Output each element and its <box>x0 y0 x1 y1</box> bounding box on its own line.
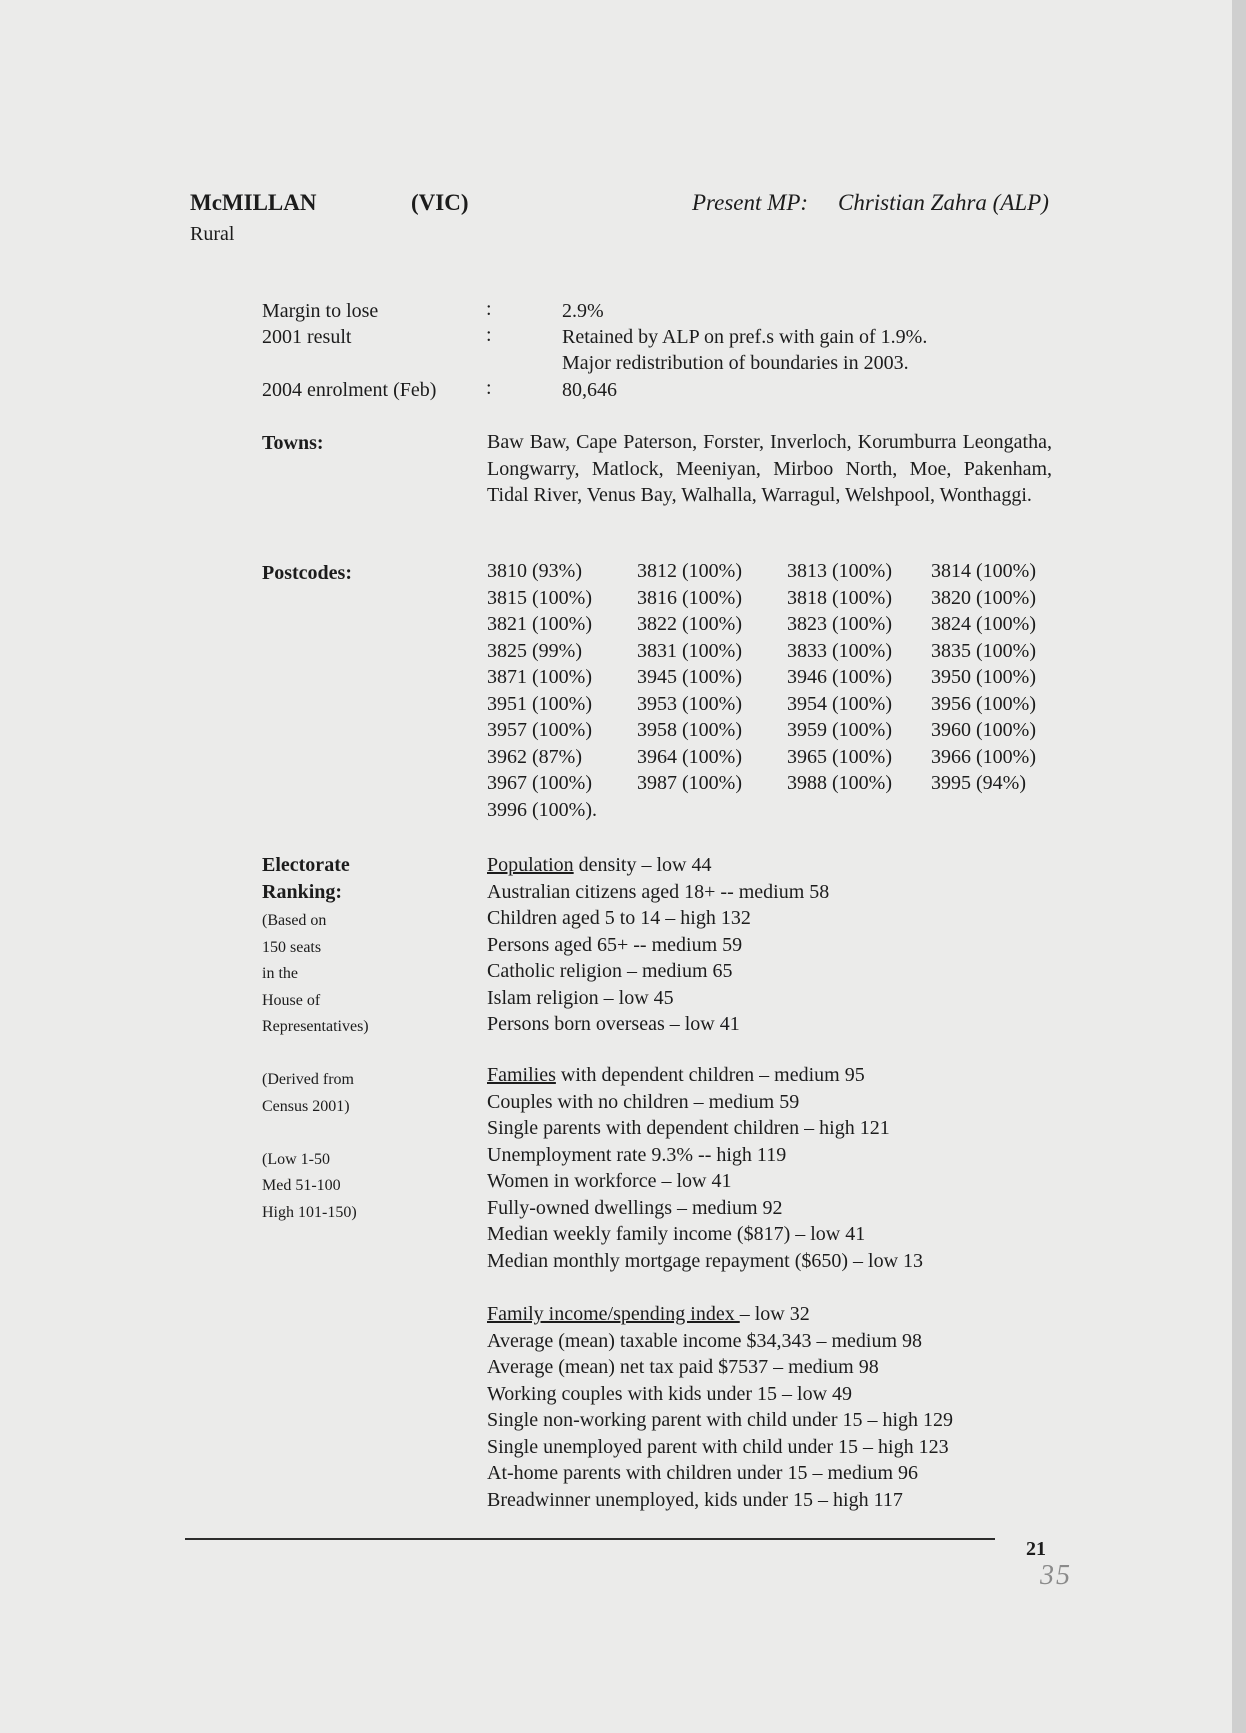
enrolment-value: 80,646 <box>562 379 617 401</box>
postcode-entry: 3958 (100%) <box>637 719 742 741</box>
ranking-item <box>487 1168 923 1195</box>
ranking-item <box>487 1062 923 1089</box>
result-label: 2001 result <box>262 326 352 348</box>
ranking-item <box>487 1354 953 1381</box>
postcode-entry: 3823 (100%) <box>787 613 892 635</box>
postcode-entry: 3956 (100%) <box>931 692 1036 715</box>
ranking-item <box>487 905 829 932</box>
postcode-entry: 3966 (100%) <box>931 745 1036 768</box>
ranking-note-line: (Low 1-50 <box>262 1150 330 1168</box>
postcode-entry: 3996 (100%). <box>487 798 597 821</box>
postcode-entry: 3824 (100%) <box>931 613 1036 635</box>
ranking-item <box>487 1328 953 1355</box>
postcode-entry: 3951 (100%) <box>487 692 592 715</box>
postcode-entry: 3960 (100%) <box>931 719 1036 741</box>
ranking-item <box>487 1195 923 1222</box>
state-code: (VIC) <box>411 190 469 215</box>
ranking-item-text: Persons aged 65+ -- medium 59 <box>487 933 743 956</box>
ranking-item-text: Breadwinner unemployed, kids under 15 – high 117 <box>487 1488 903 1511</box>
ranking-item-text: Single parents with dependent children – high 121 <box>487 1117 890 1139</box>
handwritten-page-number: 35 <box>1040 1560 1072 1591</box>
electorate-type: Rural <box>190 223 235 245</box>
ranking-item <box>487 1221 923 1248</box>
postcode-entry: 3946 (100%) <box>787 666 892 688</box>
ranking-note-line: Census 2001) <box>262 1097 350 1115</box>
ranking-item-text: – low 32 <box>739 1303 810 1325</box>
postcode-entry: 3816 (100%) <box>637 586 742 609</box>
postcode-entry: 3953 (100%) <box>637 692 742 715</box>
postcode-entry: 3950 (100%) <box>931 666 1036 688</box>
ranking-item-text: Catholic religion – medium 65 <box>487 960 733 982</box>
ranking-group-population <box>487 852 829 1038</box>
ranking-item-heading: Family income/spending index <box>487 1303 740 1325</box>
ranking-item-text: Unemployment rate 9.3% -- high 119 <box>487 1143 787 1166</box>
ranking-note-line: 150 seats <box>262 938 322 956</box>
ranking-item-text: Working couples with kids under 15 – low 49 <box>487 1382 853 1405</box>
result-colon: : <box>486 324 492 346</box>
postcode-entry: 3820 (100%) <box>931 586 1036 609</box>
postcode-entry: 3988 (100%) <box>787 772 892 794</box>
page-edge <box>1232 0 1246 1733</box>
ranking-item-text: Single non-working parent with child under 15 – high 129 <box>487 1409 954 1431</box>
postcode-entry: 3815 (100%) <box>487 586 592 609</box>
postcode-entry: 3833 (100%) <box>787 639 892 662</box>
ranking-item <box>487 1011 829 1038</box>
ranking-item <box>487 1248 923 1275</box>
ranking-item <box>487 958 829 985</box>
footer-rule <box>185 1538 995 1540</box>
ranking-item <box>487 1407 953 1434</box>
ranking-item-text: density – low 44 <box>573 854 712 876</box>
ranking-label-line1: Electorate <box>262 854 350 876</box>
ranking-item <box>487 1381 953 1408</box>
electorate-name: McMILLAN <box>190 190 317 215</box>
ranking-item-text: Children aged 5 to 14 – high 132 <box>487 907 751 929</box>
enrolment-label: 2004 enrolment (Feb) <box>262 379 437 401</box>
postcode-entry: 3814 (100%) <box>931 560 1036 582</box>
ranking-note-line <box>262 1041 369 1068</box>
ranking-item-text: with dependent children – medium 95 <box>555 1064 865 1086</box>
ranking-item-heading: Families <box>487 1064 556 1086</box>
postcode-entry: 3835 (100%) <box>931 639 1036 662</box>
postcode-entry: 3822 (100%) <box>637 613 742 635</box>
postcode-entry: 3821 (100%) <box>487 613 592 635</box>
postcode-entry: 3995 (94%) <box>931 772 1026 794</box>
ranking-item <box>487 852 829 879</box>
postcode-entry: 3825 (99%) <box>487 639 582 662</box>
ranking-item-text: Couples with no children – medium 59 <box>487 1090 800 1113</box>
postcode-entry: 3871 (100%) <box>487 666 592 688</box>
ranking-item-text: Women in workforce – low 41 <box>487 1170 732 1192</box>
ranking-item-heading: Population <box>487 854 574 876</box>
margin-colon: : <box>486 298 492 320</box>
postcode-entry: 3812 (100%) <box>637 560 742 582</box>
ranking-note-line: High 101-150) <box>262 1203 357 1221</box>
ranking-item <box>487 1460 953 1487</box>
ranking-label-line2: Ranking: <box>262 881 343 903</box>
margin-label: Margin to lose <box>262 300 379 322</box>
ranking-item <box>487 1487 953 1514</box>
result-value-line2: Major redistribution of boundaries in 2003. <box>562 352 909 374</box>
postcode-entry: 3962 (87%) <box>487 745 582 768</box>
ranking-note-line: Representatives) <box>262 1018 369 1035</box>
mp-name: Christian Zahra (ALP) <box>838 190 1049 215</box>
ranking-item-text: Average (mean) net tax paid $7537 – medium 98 <box>487 1356 879 1378</box>
postcode-entry: 3965 (100%) <box>787 745 892 768</box>
ranking-item <box>487 1089 923 1116</box>
ranking-note-line <box>262 1120 369 1147</box>
ranking-item-text: Fully-owned dwellings – medium 92 <box>487 1196 783 1219</box>
ranking-item-text: Australian citizens aged 18+ -- medium 58 <box>487 880 830 903</box>
towns-list: Baw Baw, Cape Paterson, Forster, Inverloch, Korumburra Leongatha, Longwarry, Matlock, Meeniyan, Mirboo North, Moe, Pakenham, Tidal River, Venus Bay, Walhalla, Warragul, Welshpool, Wonthaggi. <box>487 431 1052 506</box>
postcode-entry: 3957 (100%) <box>487 719 592 741</box>
ranking-item <box>487 1115 923 1142</box>
ranking-item <box>487 1434 953 1461</box>
postcode-entry: 3945 (100%) <box>637 666 742 688</box>
towns-label: Towns: <box>262 432 324 454</box>
postcode-entry: 3810 (93%) <box>487 560 582 582</box>
postcode-entry: 3967 (100%) <box>487 772 592 794</box>
postcode-entry: 3813 (100%) <box>787 560 892 582</box>
ranking-item <box>487 985 829 1012</box>
postcode-entry: 3959 (100%) <box>787 719 892 741</box>
ranking-item-text: At-home parents with children under 15 – medium 96 <box>487 1462 919 1484</box>
postcode-entry: 3964 (100%) <box>637 745 742 768</box>
ranking-note-line: (Based on <box>262 912 327 929</box>
ranking-notes <box>262 908 369 1226</box>
result-value-line1: Retained by ALP on pref.s with gain of 1.9%. <box>562 326 928 348</box>
postcodes-label: Postcodes: <box>262 562 352 584</box>
ranking-note-line: House of <box>262 991 321 1009</box>
postcode-entry: 3954 (100%) <box>787 692 892 715</box>
ranking-note-line: (Derived from <box>262 1071 354 1088</box>
postcode-entry: 3818 (100%) <box>787 586 892 609</box>
enrolment-colon: : <box>486 377 492 399</box>
ranking-item <box>487 1142 923 1169</box>
margin-value: 2.9% <box>562 300 604 322</box>
page-number: 21 <box>1026 1538 1046 1560</box>
postcode-entry: 3831 (100%) <box>637 639 742 662</box>
ranking-item <box>487 932 829 959</box>
ranking-group-income <box>487 1301 953 1513</box>
ranking-note-line: Med 51-100 <box>262 1177 341 1194</box>
ranking-item-text: Average (mean) taxable income $34,343 – medium 98 <box>487 1329 923 1352</box>
ranking-item-text: Single unemployed parent with child under 15 – high 123 <box>487 1435 949 1458</box>
ranking-item-text: Islam religion – low 45 <box>487 986 674 1009</box>
ranking-item <box>487 1301 953 1328</box>
mp-label: Present MP: <box>692 190 809 215</box>
ranking-item-text: Median weekly family income ($817) – low 41 <box>487 1223 866 1245</box>
postcode-entry: 3987 (100%) <box>637 772 742 794</box>
ranking-note-line: in the <box>262 965 298 982</box>
ranking-item-text: Persons born overseas – low 41 <box>487 1013 740 1035</box>
ranking-item <box>487 879 829 906</box>
ranking-item-text: Median monthly mortgage repayment ($650) – low 13 <box>487 1249 924 1272</box>
ranking-group-families <box>487 1062 923 1274</box>
